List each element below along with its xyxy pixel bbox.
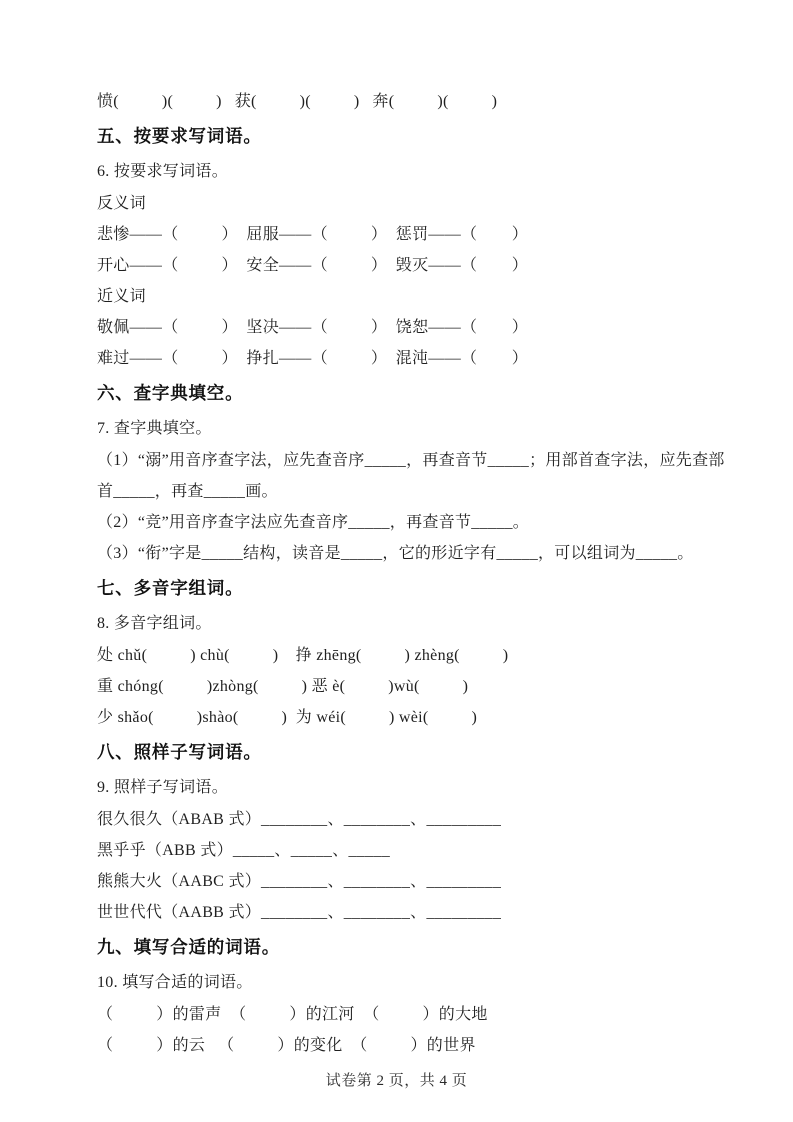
antonyms-subheading: 反义词	[97, 195, 146, 212]
question-7-prompt: 7. 查字典填空。	[97, 420, 212, 437]
section-5-write-words	[97, 117, 707, 374]
section-5-title: 五、按要求写词语。	[97, 126, 262, 146]
antonym-row-1: 悲惨——（ ） 屈服——（ ） 惩罚——（ ）	[97, 226, 528, 243]
antonym-row-2: 开心——（ ） 安全——（ ） 毁灭——（ ）	[97, 257, 528, 274]
section-9-title: 九、填写合适的词语。	[97, 937, 280, 957]
section-7-polyphones	[97, 569, 707, 733]
section-7-title: 七、多音字组词。	[97, 578, 244, 598]
phrase-fill-row-1: （ ）的雷声 （ ）的江河 （ ）的大地	[97, 1006, 488, 1023]
pattern-row-aabc: 熊熊大火（AABC 式）________、________、_________	[97, 873, 502, 890]
phrase-fill-row-2: （ ）的云 （ ）的变化 （ ）的世界	[97, 1037, 476, 1054]
polyphone-row-1: 处 chǔ( ) chù( ) 挣 zhēng( ) zhèng( )	[97, 647, 509, 664]
section-6-dictionary	[97, 374, 725, 569]
pattern-row-abab: 很久很久（ABAB 式）________、________、_________	[97, 811, 502, 828]
dictionary-item-2: （2）“竞”用音序查字法应先查音序_____，再查音节_____。	[97, 514, 530, 531]
exam-page	[97, 86, 725, 1061]
page-footer: 试卷第 2 页，共 4 页	[325, 1073, 468, 1089]
pattern-row-aabb: 世世代代（AABB 式）________、________、_________	[97, 904, 502, 921]
question-6-prompt: 6. 按要求写词语。	[97, 163, 229, 180]
synonym-row-1: 敬佩——（ ） 坚决——（ ） 饶恕——（ ）	[97, 319, 528, 336]
pattern-row-abb: 黑乎乎（ABB 式）_____、_____、_____	[97, 842, 390, 859]
dictionary-item-1: （1）“溺”用音序查字法，应先查音序_____，再查音节_____；用部首查字法，应先查部	[97, 452, 725, 469]
section-6-title: 六、查字典填空。	[97, 383, 244, 403]
synonyms-subheading: 近义词	[97, 288, 146, 305]
section-8-word-patterns	[97, 733, 707, 928]
question-10-prompt: 10. 填写合适的词语。	[97, 974, 253, 991]
section-8-title: 八、照样子写词语。	[97, 742, 262, 762]
question-8-prompt: 8. 多音字组词。	[97, 615, 212, 632]
synonym-row-2: 难过——（ ） 挣扎——（ ） 混沌——（ ）	[97, 350, 528, 367]
polyphone-row-2: 重 chóng( )zhòng( ) 恶 è( )wù( )	[97, 678, 469, 695]
polyphone-row-3: 少 shǎo( )shào( ) 为 wéi( ) wèi( )	[97, 709, 478, 726]
section-9-fill-phrases	[97, 928, 707, 1061]
dictionary-item-1-continued: 首_____，再查_____画。	[97, 483, 278, 500]
dictionary-item-3: （3）“衔”字是_____结构，读音是_____，它的形近字有_____，可以组词为_____。	[97, 545, 694, 562]
question-9-prompt: 9. 照样子写词语。	[97, 779, 229, 796]
word-expansion-blank-row: 愤( )( ) 获( )( ) 奔( )( )	[97, 93, 498, 110]
